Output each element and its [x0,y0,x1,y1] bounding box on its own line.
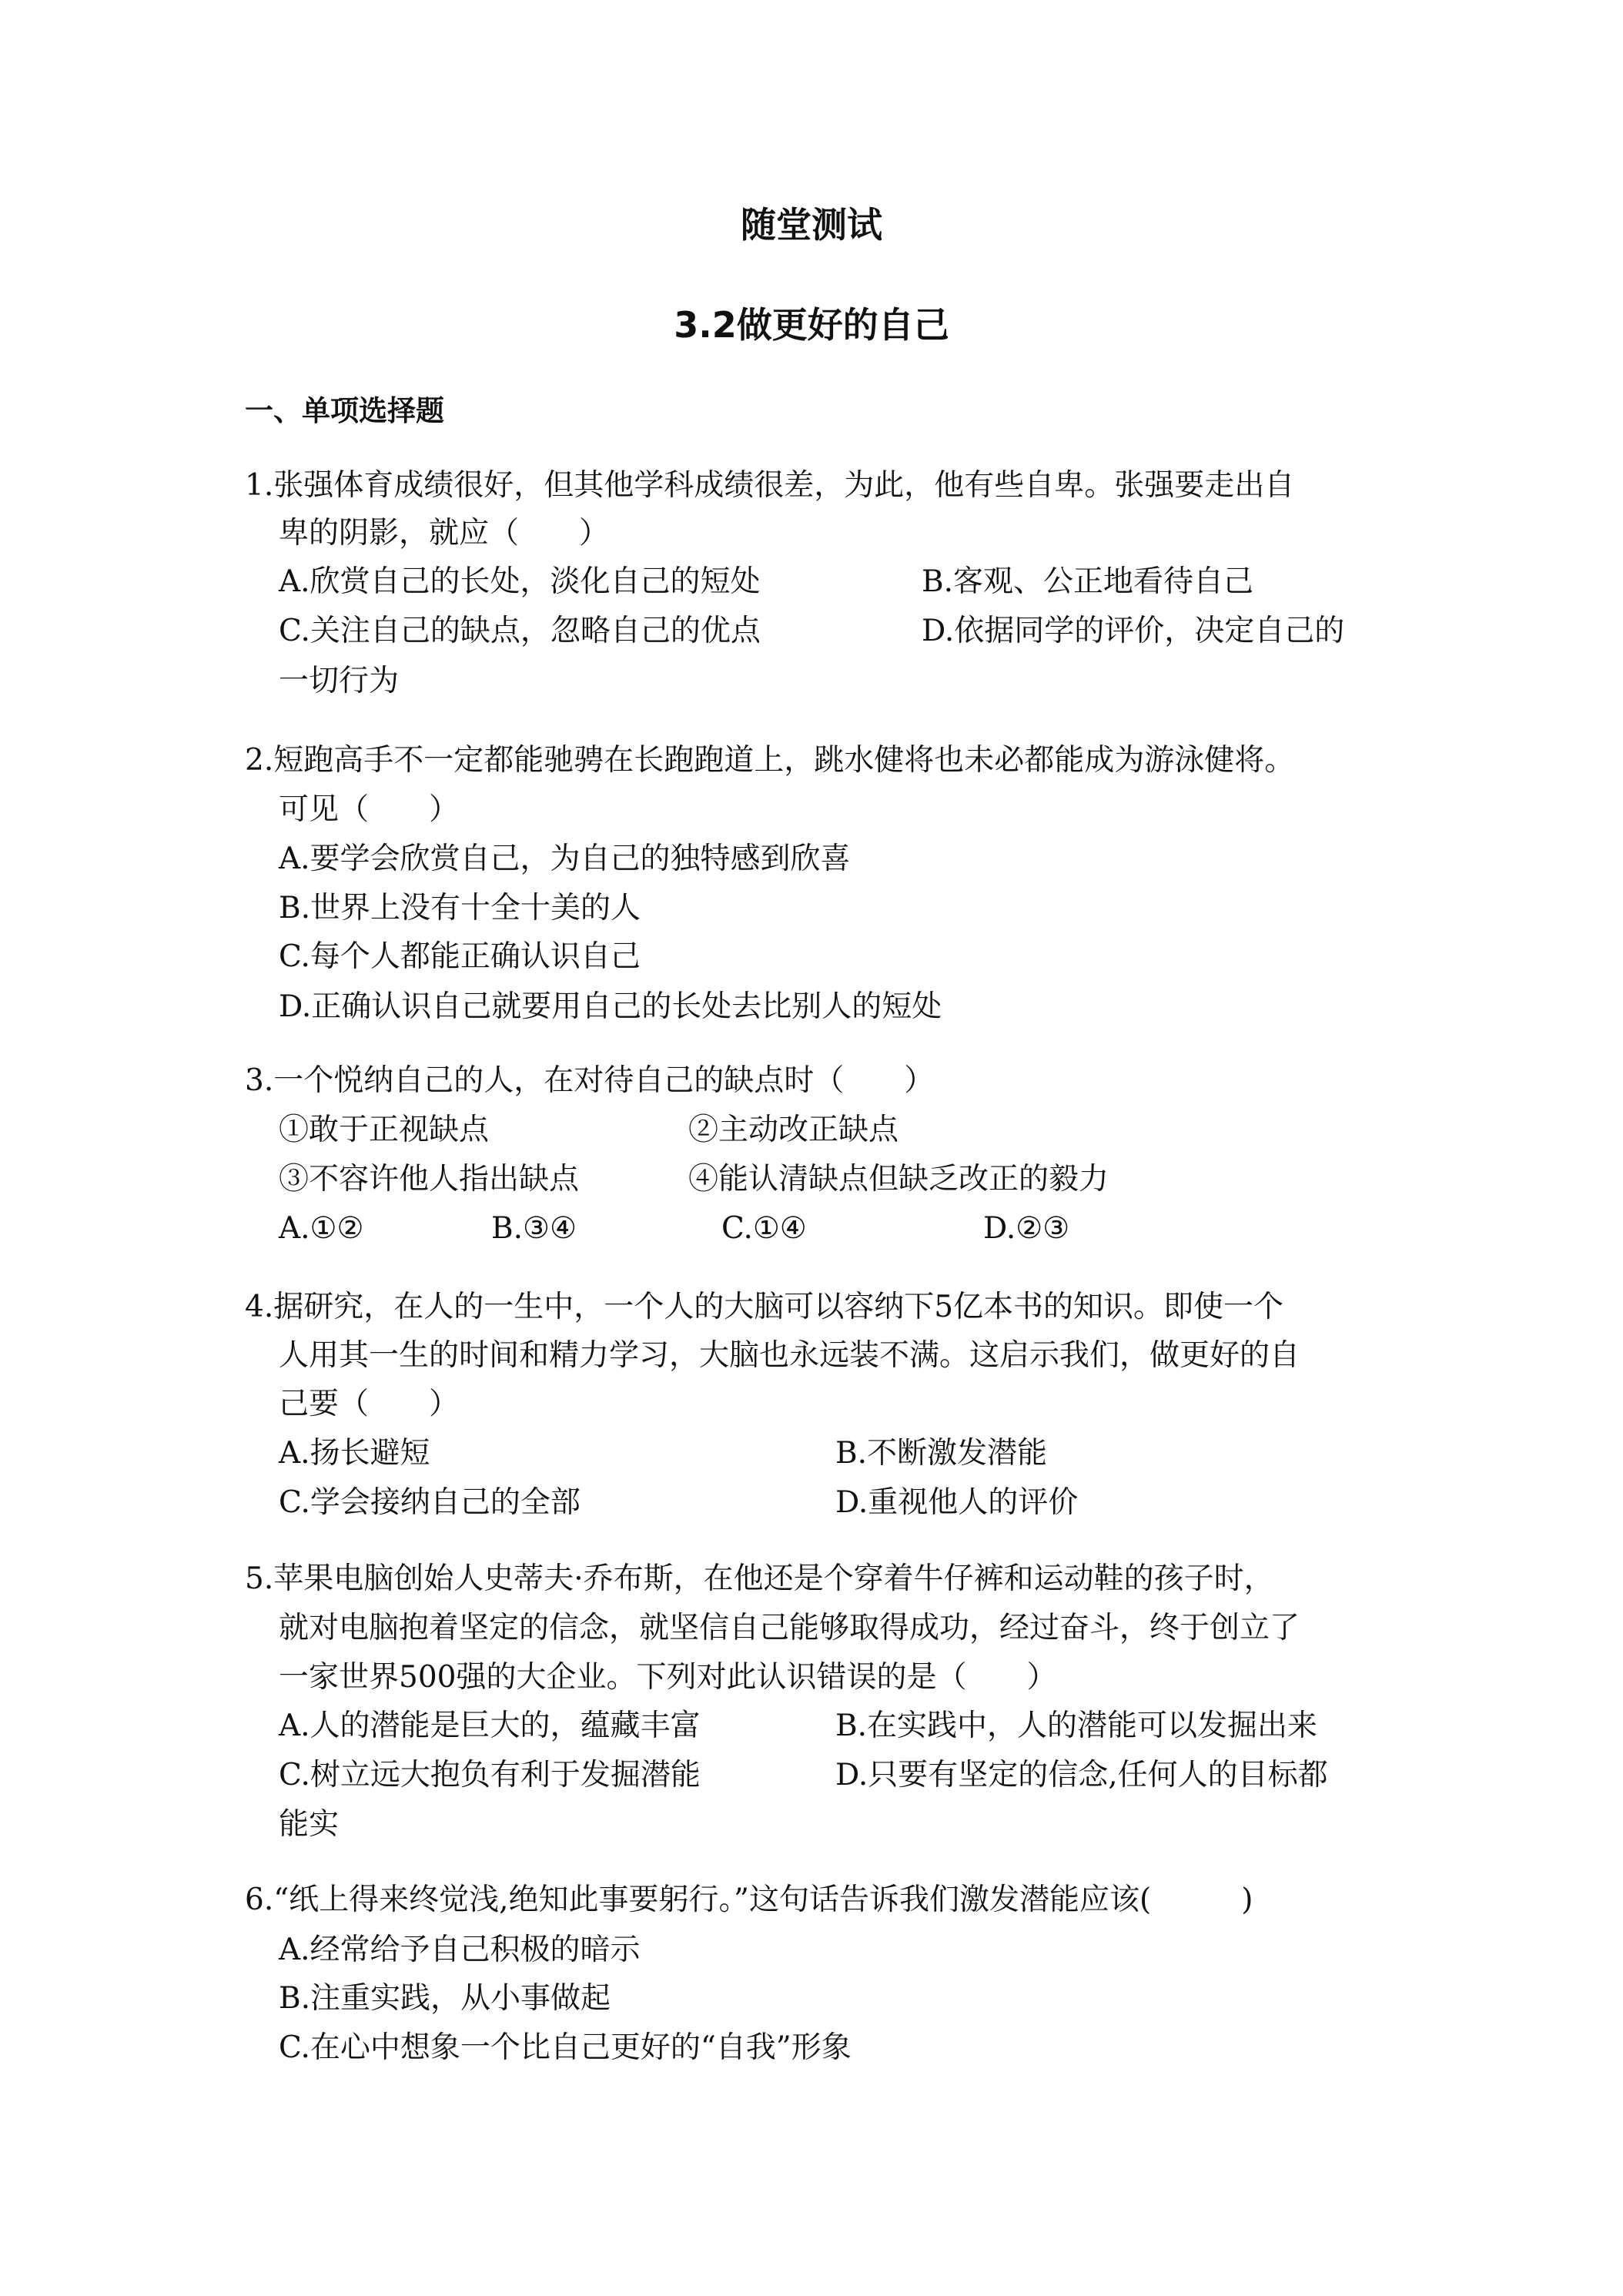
option-b: B.客观、公正地看待自己 [922,564,1254,599]
question-stem-line: 卑的阴影，就应（ ） [279,516,610,551]
question-stem-line: 一家世界500强的大企业。下列对此认识错误的是（ ） [279,1660,1057,1695]
option-wrap-line: 一切行为 [279,664,400,698]
question-stem-line: 5.苹果电脑创始人史蒂夫·乔布斯，在他还是个穿着牛仔裤和运动鞋的孩子时， [245,1561,1274,1596]
option-c: C.树立远大抱负有利于发掘潜能 [279,1758,701,1792]
question-stem-line: 人用其一生的时间和精力学习，大脑也永远装不满。这启示我们，做更好的自 [279,1338,1300,1373]
option-b: B.世界上没有十全十美的人 [279,891,641,925]
option-c: C.①④ [721,1211,807,1246]
option-a: A.经常给予自己积极的暗示 [279,1933,641,1967]
option-c: C.关注自己的缺点，忽略自己的优点 [279,614,761,648]
option-d: D.正确认识自己就要用自己的长处去比别人的短处 [279,989,942,1024]
question-stem-line: 就对电脑抱着坚定的信念，就坚信自己能够取得成功，经过奋斗，终于创立了 [279,1611,1300,1645]
question-stem-line: 6.“纸上得来终觉浅,绝知此事要躬行。”这句话告诉我们激发潜能应该( ) [245,1883,1253,1917]
question-stem-line: 4.据研究，在人的一生中，一个人的大脑可以容纳下5亿本书的知识。即使一个 [245,1290,1284,1324]
option-a: A.要学会欣赏自己，为自己的独特感到欣喜 [279,842,851,876]
statement-item: ②主动改正缺点 [688,1113,899,1147]
option-a: A.扬长避短 [279,1436,430,1471]
section-heading: 一、单项选择题 [245,394,444,427]
option-b: B.③④ [491,1211,577,1246]
option-b: B.在实践中，人的潜能可以发掘出来 [835,1709,1318,1743]
question-stem-line: 可见（ ） [279,792,460,827]
option-a: A.①② [279,1211,364,1246]
option-b: B.不断激发潜能 [835,1436,1048,1471]
question-stem-line: 2.短跑高手不一定都能驰骋在长跑跑道上，跳水健将也未必都能成为游泳健将。 [245,743,1295,778]
option-c: C.学会接纳自己的全部 [279,1485,581,1520]
option-c: C.在心中想象一个比自己更好的“自我”形象 [279,2030,852,2065]
question-stem-line: 己要（ ） [279,1387,460,1421]
page-title: 随堂测试 [741,204,882,246]
option-wrap-line: 能实 [279,1807,340,1842]
question-stem-line: 1.张强体育成绩很好，但其他学科成绩很差，为此，他有些自卑。张强要走出自 [245,468,1295,503]
option-c: C.每个人都能正确认识自己 [279,939,641,974]
option-d: D.重视他人的评价 [835,1485,1079,1520]
statement-item: ①敢于正视缺点 [279,1113,490,1147]
option-d: D.②③ [983,1211,1070,1246]
question-stem-line: 3.一个悦纳自己的人，在对待自己的缺点时（ ） [245,1063,935,1098]
option-b: B.注重实践，从小事做起 [279,1981,611,2016]
option-d: D.只要有坚定的信念,任何人的目标都 [835,1758,1328,1792]
option-a: A.人的潜能是巨大的，蕴藏丰富 [279,1709,701,1743]
option-a: A.欣赏自己的长处，淡化自己的短处 [279,564,761,599]
page-subtitle: 3.2做更好的自己 [674,304,949,346]
option-d: D.依据同学的评价，决定自己的 [922,614,1345,648]
statement-item: ④能认清缺点但缺乏改正的毅力 [688,1162,1109,1197]
statement-item: ③不容许他人指出缺点 [279,1162,580,1197]
